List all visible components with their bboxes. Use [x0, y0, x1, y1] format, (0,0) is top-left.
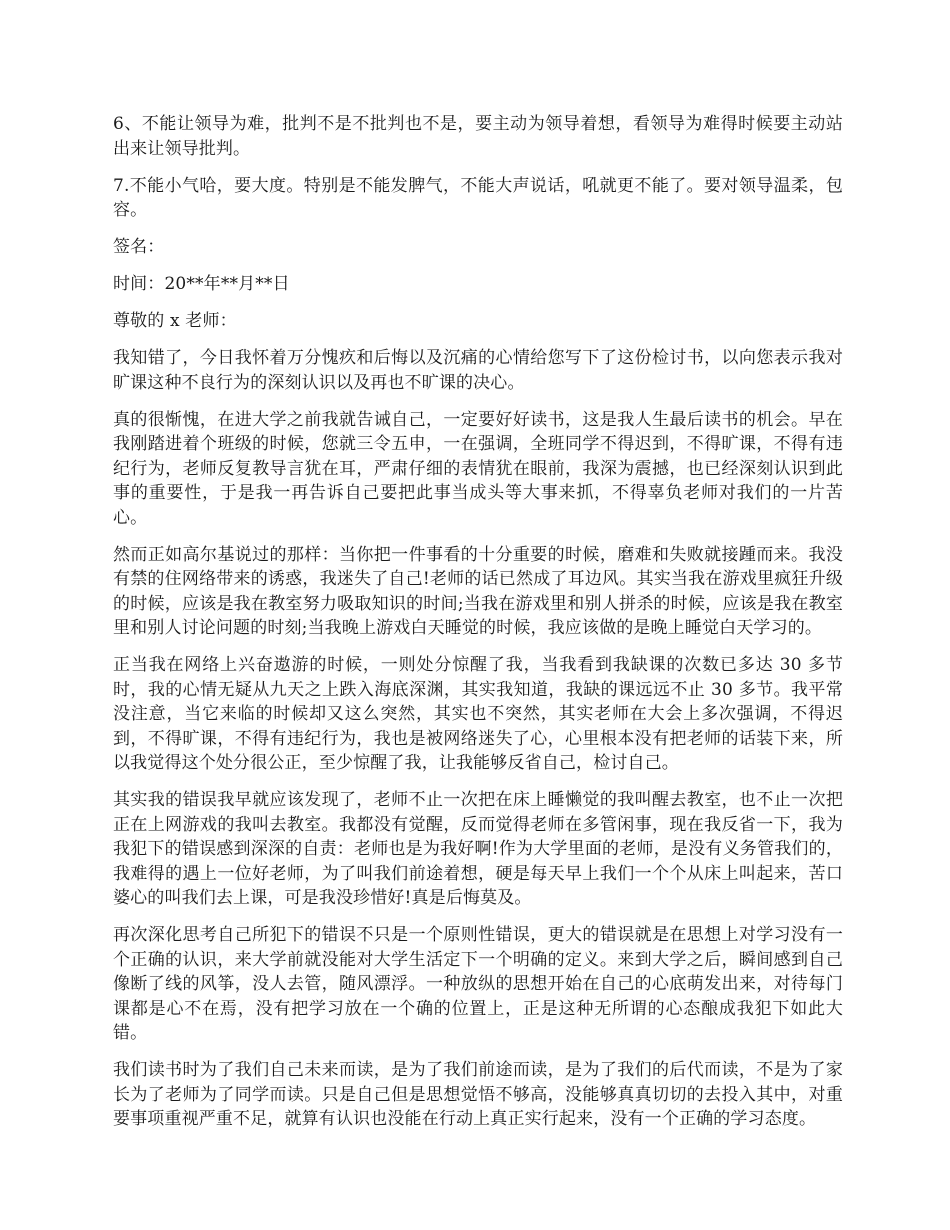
document-body	[113, 112, 843, 1144]
paragraph-punishment: 正当我在网络上兴奋遨游的时候，一则处分惊醒了我，当我看到我缺课的次数已多达 30 多节时，我的心情无疑从九天之上跌入海底深渊，其实我知道，我缺的课远远不止 30 多节。我平常没注意，当它来临的时候却又这么突然，其实也不突然，其实老师在大会上多次强调，不得迟到，不得旷课，不得有违纪行为，我也是被网络迷失了心，心里根本没有把老师的话装下来，所以我觉得这个处分很公正，至少惊醒了我，让我能够反省自己，检讨自己。	[113, 655, 843, 773]
paragraph-apology-intro: 我知错了，今日我怀着万分愧疚和后悔以及沉痛的心情给您写下了这份检讨书，以向您表示我对旷课这种不良行为的深刻认识以及再也不旷课的决心。	[113, 348, 843, 393]
paragraph-ashamed: 真的很惭愧，在进大学之前我就告诫自己，一定要好好读书，这是我人生最后读书的机会。早在我刚踏进着个班级的时候，您就三令五申，一在强调，全班同学不得迟到，不得旷课，不得有违纪行为，老师反复教导言犹在耳，严肃仔细的表情犹在眼前，我深为震撼，也已经深刻认识到此事的重要性，于是我一再告诉自己要把此事当成头等大事来抓，不得辜负老师对我们的一片苦心。	[113, 409, 843, 528]
paragraph-rule-7: 7.不能小气哈，要大度。特别是不能发脾气，不能大声说话，吼就更不能了。要对领导温柔，包容。	[113, 175, 843, 220]
paragraph-gorky-quote: 然而正如高尔基说过的那样：当你把一件事看的十分重要的时候，磨难和失败就接踵而来。我没有禁的住网络带来的诱惑，我迷失了自己!老师的话已然成了耳边风。其实当我在游戏里疯狂升级的时候，应该是我在教室努力吸取知识的时间;当我在游戏里和别人拼杀的时候，应该是我在教室里和别人讨论问题的时刻;当我晚上游戏白天睡觉的时候，我应该做的是晚上睡觉白天学习的。	[113, 544, 843, 638]
paragraph-mistake-realized: 其实我的错误我早就应该发现了，老师不止一次把在床上睡懒觉的我叫醒去教室，也不止一次把正在上网游戏的我叫去教室。我都没有觉醒，反而觉得老师在多管闲事，现在我反省一下，我为我犯下的错误感到深深的自责：老师也是为我好啊!作为大学里面的老师，是没有义务管我们的，我难得的遇上一位好老师，为了叫我们前途着想，硬是每天早上我们一个个从床上叫起来，苦口婆心的叫我们去上课，可是我没珍惜好!真是后悔莫及。	[113, 790, 843, 908]
letter-salutation: 尊敬的 x 老师：	[113, 311, 237, 331]
signature-line: 签名：	[113, 237, 165, 257]
paragraph-rule-6: 6、不能让领导为难，批判不是不批判也不是，要主动为领导着想，看领导为难得时候要主动站出来让领导批判。	[113, 114, 843, 159]
date-line: 时间：20**年**月**日	[113, 274, 290, 294]
paragraph-study-purpose: 我们读书时为了我们自己未来而读，是为了我们前途而读，是为了我们的后代而读，不是为了家长为了老师为了同学而读。只是自己但是思想觉悟不够高，没能够真真切切的去投入其中，对重要事项重视严重不足，就算有认识也没能在行动上真正实行起来，没有一个正确的学习态度。	[113, 1060, 843, 1129]
paragraph-deeper-reflection: 再次深化思考自己所犯下的错误不只是一个原则性错误，更大的错误就是在思想上对学习没有一个正确的认识，来大学前就没能对大学生活定下一个明确的定义。来到大学之后，瞬间感到自己像断了线的风筝，没人去管，随风漂浮。一种放纵的思想开始在自己的心底萌发出来，对待每门课都是心不在焉，没有把学习放在一个确的位置上，正是这种无所谓的心态酿成我犯下如此大错。	[113, 925, 843, 1043]
